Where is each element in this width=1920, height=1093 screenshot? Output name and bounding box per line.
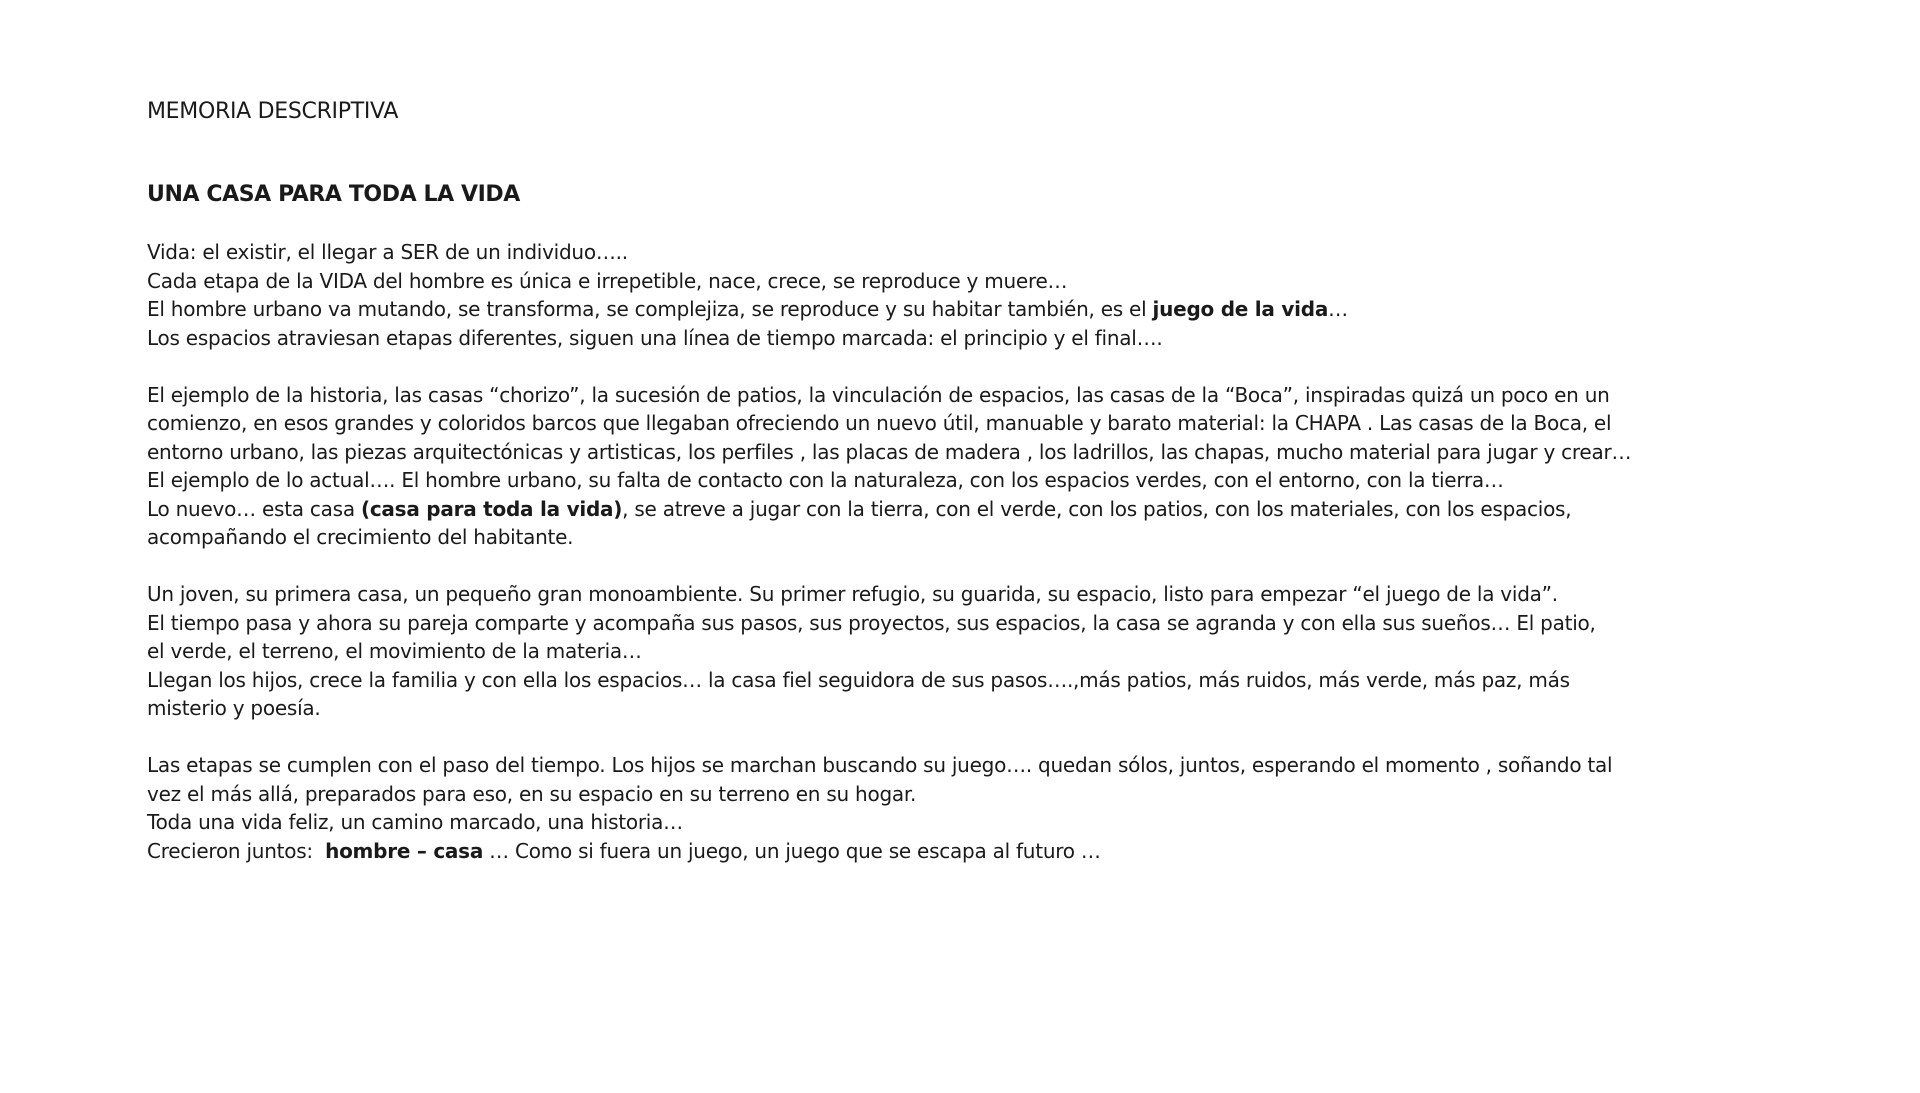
paragraph-spacer	[147, 352, 1747, 381]
text-line: El tiempo pasa y ahora su pareja comparte y acompaña sus pasos, sus proyectos, sus espacios, la casa se agranda y con ella sus sueños… El patio,	[147, 610, 1596, 635]
document-heading: MEMORIA DESCRIPTIVA	[147, 99, 399, 124]
text-line: Los espacios atraviesan etapas diferentes, siguen una línea de tiempo marcada: el principio y el final….	[147, 325, 1163, 350]
text-line: entorno urbano, las piezas arquitectónicas y artisticas, los perfiles , las placas de madera , los ladrillos, las chapas, mucho material para jugar y crear…	[147, 439, 1632, 464]
document-body	[147, 97, 1747, 865]
text-line: Las etapas se cumplen con el paso del tiempo. Los hijos se marchan buscando su juego…. quedan sólos, juntos, esperando el momento , soñando tal	[147, 753, 1613, 777]
paragraph-block-2	[147, 381, 1747, 552]
document-title: UNA CASA PARA TODA LA VIDA	[147, 182, 520, 207]
text-line: misterio y poesía.	[147, 696, 321, 720]
text-run: El hombre urbano va mutando, se transforma, se complejiza, se reproduce y su habitar también, es el	[147, 297, 1153, 321]
text-line: el verde, el terreno, el movimiento de la materia…	[147, 639, 642, 663]
text-line: El ejemplo de lo actual…. El hombre urbano, su falta de contacto con la naturaleza, con los espacios verdes, con el entorno, con la tierra…	[147, 468, 1504, 492]
paragraph-block-4	[147, 751, 1747, 865]
paragraph-spacer	[147, 552, 1747, 581]
bold-phrase: juego de la vida	[1152, 297, 1329, 321]
text-run: Crecieron juntos:	[147, 838, 326, 863]
text-line: acompañando el crecimiento del habitante.	[147, 525, 574, 549]
text-line: Cada etapa de la VIDA del hombre es única e irrepetible, nace, crece, se reproduce y muere…	[147, 268, 1068, 293]
text-run: … Como si fuera un juego, un juego que se escapa al futuro …	[483, 838, 1101, 863]
bold-phrase: (casa para toda la vida)	[360, 496, 623, 521]
text-line	[147, 295, 1747, 324]
text-line: Un joven, su primera casa, un pequeño gran monoambiente. Su primer refugio, su guarida, su espacio, listo para empezar “el juego de la vida”.	[147, 582, 1558, 606]
text-run: …	[1328, 297, 1348, 321]
text-line: vez el más allá, preparados para eso, en su espacio en su terreno en su hogar.	[147, 781, 917, 806]
text-run: Lo nuevo… esta casa	[147, 496, 361, 521]
paragraph-block-3	[147, 580, 1747, 723]
paragraph-spacer	[147, 723, 1747, 752]
text-line	[147, 495, 1747, 524]
text-run: , se atreve a jugar con la tierra, con el verde, con los patios, con los materiales, con los espacios,	[622, 496, 1572, 521]
text-line: Toda una vida feliz, un camino marcado, una historia…	[147, 810, 683, 834]
text-line: comienzo, en esos grandes y coloridos barcos que llegaban ofreciendo un nuevo útil, manuable y barato material: la CHAPA . Las casas de la Boca, el	[147, 411, 1612, 435]
bold-phrase: hombre – casa	[325, 838, 484, 863]
text-line: El ejemplo de la historia, las casas “chorizo”, la sucesión de patios, la vinculación de espacios, las casas de la “Boca”, inspiradas quizá un poco en un	[147, 382, 1610, 407]
text-line: Vida: el existir, el llegar a SER de un individuo…..	[147, 240, 628, 264]
text-line: Llegan los hijos, crece la familia y con ella los espacios… la casa fiel seguidora de sus pasos….,más patios, más ruidos, más verde, más paz, más	[147, 667, 1570, 692]
paragraph-block-1	[147, 238, 1747, 352]
text-line	[147, 837, 1747, 866]
